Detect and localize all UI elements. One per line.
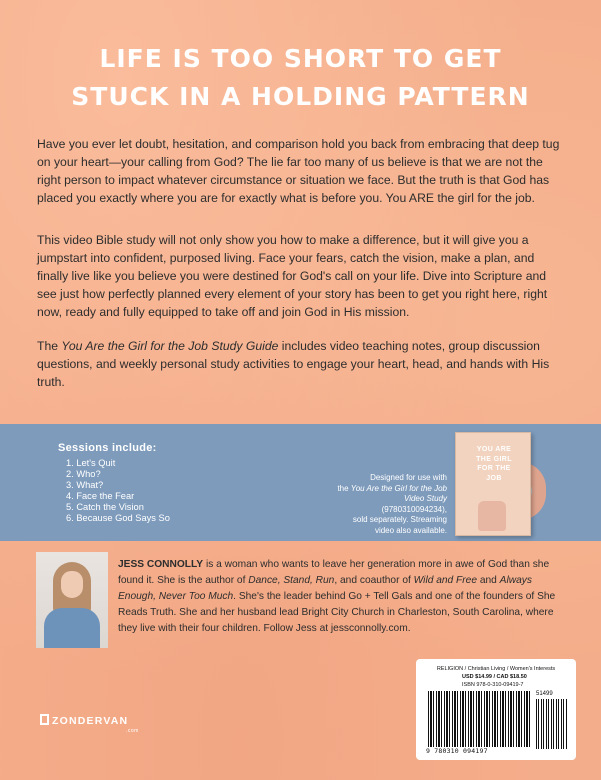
barcode-isbn: ISBN 978-0-310-09419-7 (462, 682, 524, 688)
dvd-note-line: video also available. (374, 525, 447, 535)
photo-face (61, 571, 83, 598)
dvd-cover-title (466, 445, 522, 483)
dvd-note-line (315, 484, 447, 505)
zondervan-mark-icon (40, 714, 49, 725)
dvd-cover-image (455, 432, 531, 536)
author-name: JESS CONNOLLY (118, 559, 204, 570)
bio-text: and (476, 575, 500, 586)
dvd-note-the: the (337, 483, 349, 493)
session-item: 3. What? (66, 480, 104, 490)
bio-book-title: Dance, Stand, Run (248, 575, 335, 586)
author-bio (118, 557, 568, 637)
session-item: 2. Who? (66, 469, 101, 479)
barcode-category: RELIGION / Christian Living / Women's Interests (436, 666, 556, 672)
author-photo (36, 552, 108, 648)
bio-text: , and coauthor of (334, 575, 414, 586)
session-item: 1. Let's Quit (66, 458, 116, 468)
sessions-list (66, 458, 170, 524)
study-guide-paragraph (37, 337, 567, 391)
barcode-number: 9 780310 094197 (426, 747, 536, 755)
sessions-title: Sessions include: (58, 442, 157, 454)
dvd-note-title: You Are the Girl for the Job Video Study (350, 483, 447, 503)
logo-text: ZONDERVAN (52, 715, 129, 727)
headline (0, 40, 601, 116)
logo-suffix: .com (126, 728, 139, 734)
study-guide-rest: includes video teaching notes, group discussion questions, and weekly personal study activities to engage your heart, head, and hands with His truth. (37, 339, 550, 389)
barcode-price: USD $14.99 / CAD $18.50 (462, 674, 527, 680)
dvd-note-line: sold separately. Streaming (352, 515, 447, 524)
study-guide-title: You Are the Girl for the Job Study Guide (61, 339, 279, 353)
dvd-cover-title-line: THE GIRL (476, 455, 512, 463)
session-item: 4. Face the Fear (66, 491, 135, 501)
dvd-cover-title-line: JOB (486, 474, 502, 482)
barcode-box (416, 659, 576, 760)
session-item: 5. Catch the Vision (66, 502, 144, 512)
dvd-note-isbn: (9780310094234), (381, 504, 447, 514)
dvd-cover-title-line: FOR THE (477, 465, 511, 472)
headline-line-2: STUCK IN A HOLDING PATTERN (71, 82, 530, 111)
dvd-note (315, 473, 447, 536)
bio-book-title: Always Enough, Never Too Much (118, 575, 532, 602)
study-paragraph: This video Bible study will not only show you how to make a difference, but it will give you a jumpstart into confident, purposed living. Face your fears, catch the vision, make a plan, and finally live like you believe you were destined for God's call on your life. Dive into Scripture and see just how perfectly planned every element of your story has been to get you right here, right now, ready and fully equipped to take off and join God in His mission. (37, 233, 548, 319)
publisher-logo (40, 714, 139, 734)
study-guide-prefix: The (37, 339, 62, 353)
barcode-addon-bars (536, 699, 568, 749)
dvd-cover-figure (478, 501, 506, 531)
barcode-bars (428, 691, 532, 749)
session-item: 6. Because God Says So (66, 513, 170, 523)
bio-text: . She's the leader behind Go + Tell Gals and one of the founders of She Reads Truth. She and her husband lead Bright City Church in Charleston, South Carolina, where they live with their four children. Follow Jess at jessconnolly.com. (118, 591, 556, 634)
dvd-note-line: Designed for use with (370, 473, 447, 482)
intro-paragraph: Have you ever let doubt, hesitation, and comparison hold you back from embracing that deep tug on your heart—your calling from God? The lie far too many of us believe is that we are not the right person to impact whatever circumstance or situation we face. But the truth is that God has placed you exactly where you are for exactly what is before you. You ARE the girl for the job. (37, 137, 560, 205)
dvd-cover-title-line: YOU ARE (476, 446, 512, 453)
barcode-addon-number: 51499 (536, 691, 553, 697)
photo-body (44, 608, 100, 648)
headline-line-1: LIFE IS TOO SHORT TO GET (99, 44, 502, 73)
bio-text: is a woman who wants to leave her generation more in awe of God than she found it. She is the author of (118, 559, 550, 586)
bio-book-title: Wild and Free (413, 575, 477, 586)
